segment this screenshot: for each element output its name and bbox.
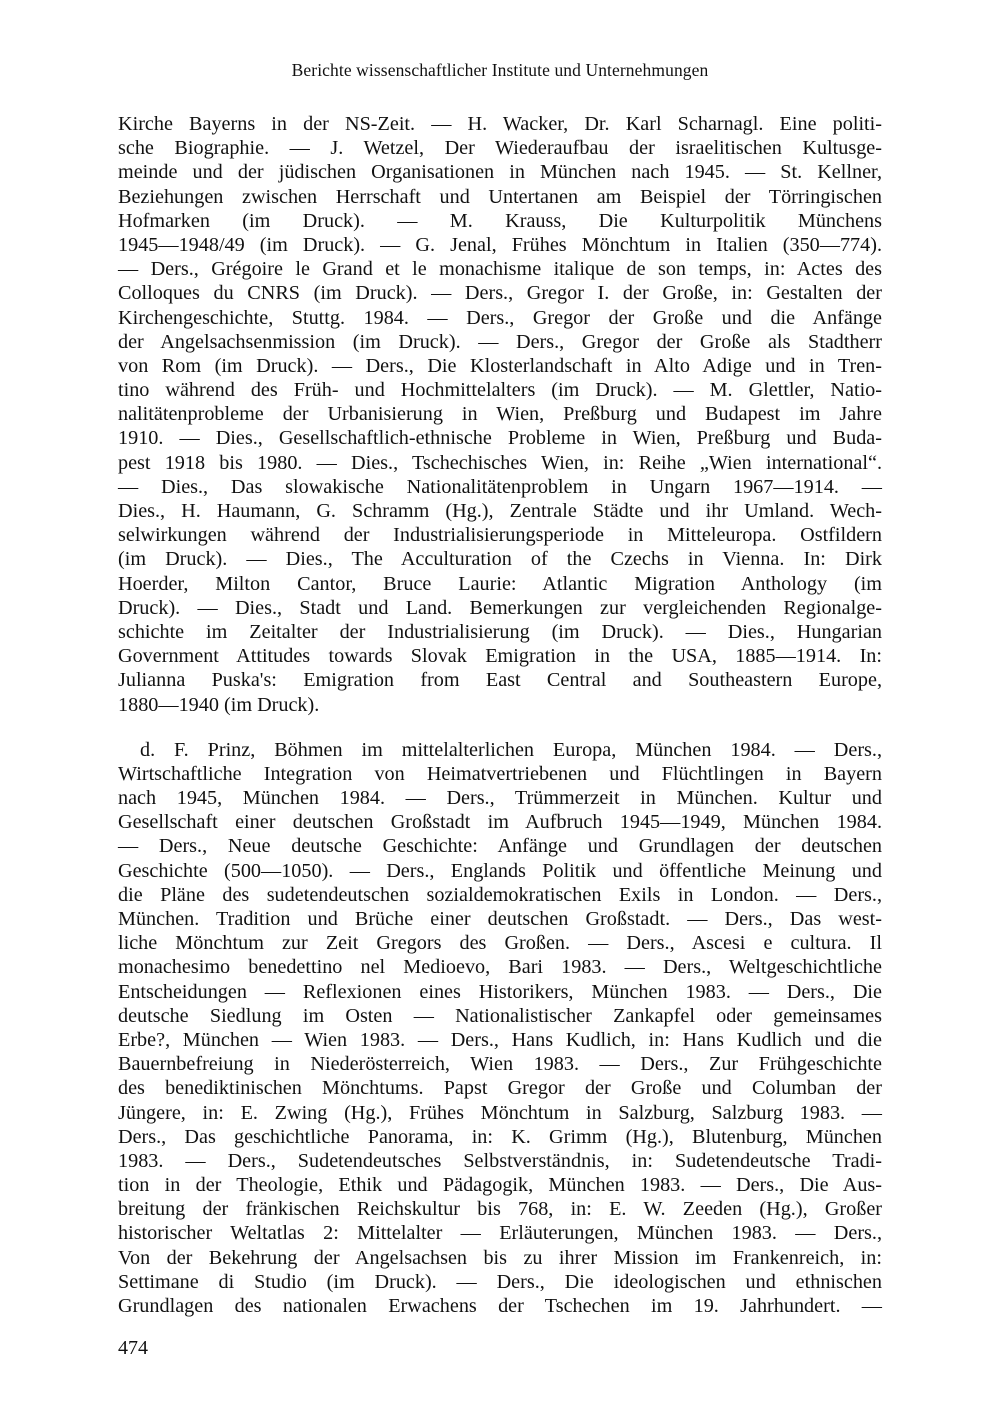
text-line: nalitätenprobleme der Urbanisierung in Wien, Preßburg und Budapest im Jahre (118, 403, 882, 426)
text-line: Gesellschaft einer deutschen Großstadt im Aufbruch 1945—1949, München 1984. (118, 811, 882, 834)
text-line: — Ders., Neue deutsche Geschichte: Anfänge und Grundlagen der deutschen (118, 835, 882, 858)
text-line: Settimane di Studio (im Druck). — Ders., Die ideologischen und ethnischen (118, 1270, 882, 1293)
running-head: Berichte wissenschaftlicher Institute und Unternehmungen (291, 60, 709, 80)
bibliography-section-c (118, 112, 882, 717)
text-line: selwirkungen während der Industrialisierungsperiode in Mitteleuropa. Ostfildern (118, 524, 882, 547)
text-line: Druck). — Dies., Stadt und Land. Bemerkungen zur vergleichenden Regionalge- (118, 596, 882, 619)
text-line: — Ders., Grégoire le Grand et le monachisme italique de son temps, in: Actes des (118, 258, 882, 281)
text-line: Bauernbefreiung in Niederösterreich, Wien 1983. — Ders., Zur Frühgeschichte (118, 1053, 882, 1076)
text-line: sche Biographie. — J. Wetzel, Der Wiederaufbau der israelitischen Kultusge- (118, 137, 882, 160)
text-line: pest 1918 bis 1980. — Dies., Tschechisches Wien, in: Reihe „Wien international“. (118, 451, 882, 474)
text-line: 1945—1948/49 (im Druck). — G. Jenal, Frühes Mönchtum in Italien (350—774). (118, 233, 882, 256)
text-line: monachesimo benedettino nel Medioevo, Bari 1983. — Ders., Weltgeschichtliche (118, 956, 882, 979)
text-line: Erbe?, München — Wien 1983. — Ders., Hans Kudlich, in: Hans Kudlich und die (118, 1028, 882, 1051)
text-line: des benediktinischen Mönchtums. Papst Gregor der Große und Columban der (118, 1077, 882, 1100)
text-line: Kirche Bayerns in der NS-Zeit. — H. Wacker, Dr. Karl Scharnagl. Eine politi- (118, 113, 882, 135)
text-line: tino während des Früh- und Hochmittelalters (im Druck). — M. Glettler, Natio- (118, 379, 882, 402)
text-line: Colloques du CNRS (im Druck). — Ders., Gregor I. der Große, in: Gestalten der (118, 282, 882, 305)
text-line: die Pläne des sudetendeutschen sozialdemokratischen Exils in London. — Ders., (118, 883, 882, 906)
text-line: nach 1945, München 1984. — Ders., Trümmerzeit in München. Kultur und (118, 787, 882, 810)
text-line: 1983. — Ders., Sudetendeutsches Selbstverständnis, in: Sudetendeutsche Tradi- (118, 1149, 882, 1172)
text-line: meinde und der jüdischen Organisationen in München nach 1945. — St. Kellner, (118, 161, 882, 184)
body-text (118, 112, 882, 1318)
text-line: Entscheidungen — Reflexionen eines Historikers, München 1983. — Ders., Die (118, 980, 882, 1003)
text-line: Hofmarken (im Druck). — M. Krauss, Die Kulturpolitik Münchens (118, 209, 882, 232)
bibliography-section-d (118, 738, 882, 1319)
text-line: Julianna Puska's: Emigration from East Central and Southeastern Europe, (118, 669, 882, 692)
text-line: tion in der Theologie, Ethik und Pädagogik, München 1983. — Ders., Die Aus- (118, 1174, 882, 1197)
text-line: schichte im Zeitalter der Industrialisierung (im Druck). — Dies., Hungarian (118, 620, 882, 643)
text-line: von Rom (im Druck). — Ders., Die Klosterlandschaft in Alto Adige und in Tren- (118, 354, 882, 377)
text-line: (im Druck). — Dies., The Acculturation of the Czechs in Vienna. In: Dirk (118, 548, 882, 571)
text-line: Ders., Das geschichtliche Panorama, in: K. Grimm (Hg.), Blutenburg, München (118, 1125, 882, 1148)
page-number: 474 (118, 1337, 148, 1359)
text-line: deutsche Siedlung im Osten — Nationalistischer Zankapfel oder gemeinsames (118, 1004, 882, 1027)
text-line: d. F. Prinz, Böhmen im mittelalterlichen Europa, München 1984. — Ders., (140, 738, 882, 761)
text-line: 1880—1940 (im Druck). (118, 693, 320, 716)
text-line: breitung der fränkischen Reichskultur bis 768, in: E. W. Zeeden (Hg.), Großer (118, 1198, 882, 1221)
text-line: der Angelsachsenmission (im Druck). — Ders., Gregor der Große als Stadtherr (118, 330, 882, 353)
text-line: Wirtschaftliche Integration von Heimatvertriebenen und Flüchtlingen in Bayern (118, 762, 882, 785)
text-line: — Dies., Das slowakische Nationalitätenproblem in Ungarn 1967—1914. — (118, 475, 882, 498)
paragraph-gap (118, 717, 882, 738)
text-line: Grundlagen des nationalen Erwachens der Tschechen im 19. Jahrhundert. — (118, 1295, 882, 1317)
text-line: Von der Bekehrung der Angelsachsen bis zu ihrer Mission im Frankenreich, in: (118, 1246, 882, 1269)
text-line: Hoerder, Milton Cantor, Bruce Laurie: Atlantic Migration Anthology (im (118, 572, 882, 595)
text-line: 1910. — Dies., Gesellschaftlich-ethnische Probleme in Wien, Preßburg und Buda- (118, 427, 882, 450)
text-line: Government Attitudes towards Slovak Emigration in the USA, 1885—1914. In: (118, 645, 882, 668)
text-line: Geschichte (500—1050). — Ders., Englands Politik und öffentliche Meinung und (118, 859, 882, 882)
text-line: historischer Weltatlas 2: Mittelalter — Erläuterungen, München 1983. — Ders., (118, 1222, 882, 1245)
text-line: Kirchengeschichte, Stuttg. 1984. — Ders., Gregor der Große und die Anfänge (118, 306, 882, 329)
text-line: liche Mönchtum zur Zeit Gregors des Großen. — Ders., Ascesi e cultura. Il (118, 932, 882, 955)
text-line: Beziehungen zwischen Herrschaft und Untertanen am Beispiel der Törringischen (118, 185, 882, 208)
text-line: München. Tradition und Brüche einer deutschen Großstadt. — Ders., Das west- (118, 908, 882, 930)
text-line: Dies., H. Haumann, G. Schramm (Hg.), Zentrale Städte und ihr Umland. Wech- (118, 500, 882, 522)
text-line: Jüngere, in: E. Zwing (Hg.), Frühes Mönchtum in Salzburg, Salzburg 1983. — (118, 1101, 882, 1124)
